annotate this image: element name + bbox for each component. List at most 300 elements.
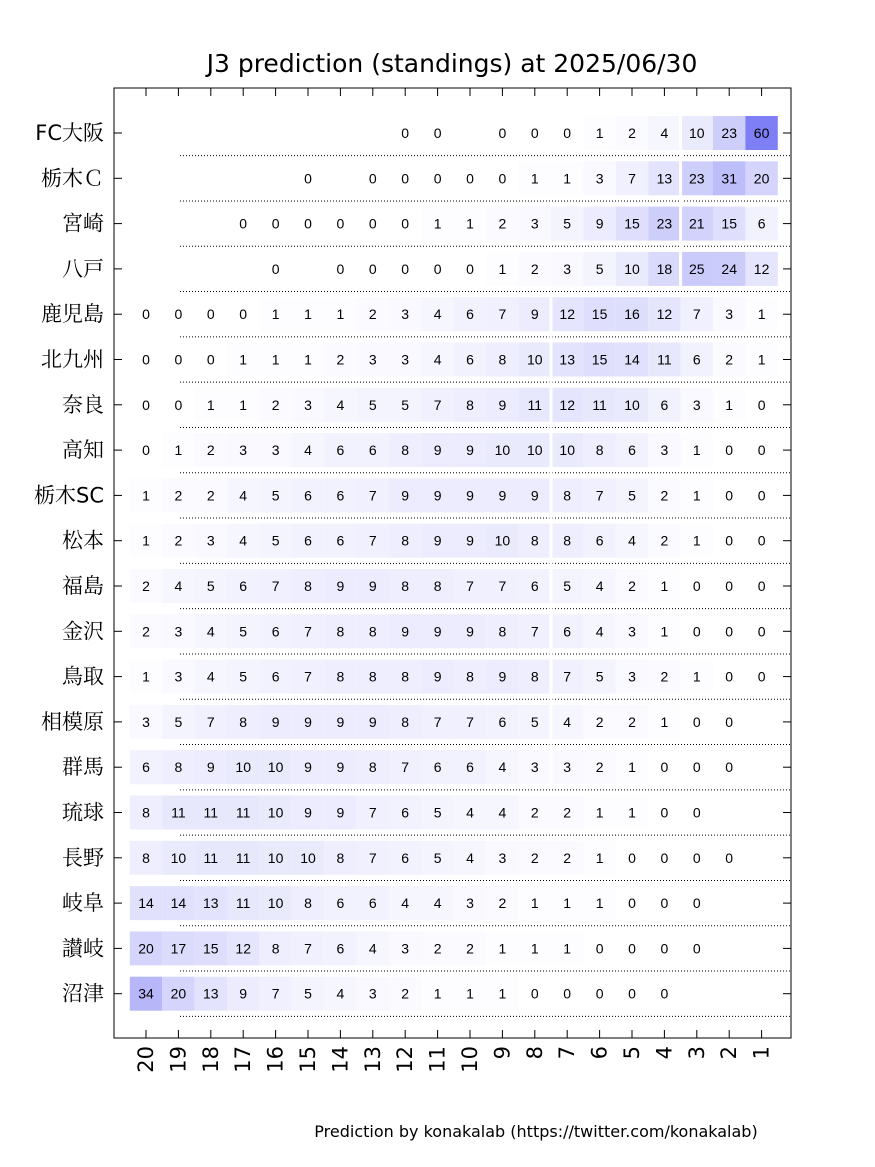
cell-value-label: 6 xyxy=(336,487,345,504)
cell-value-label: 10 xyxy=(267,849,284,866)
cell-value-label: 10 xyxy=(624,260,640,277)
cell-value-label: 2 xyxy=(466,940,474,957)
cell-value-label: 7 xyxy=(498,578,507,594)
cell-value-label: 5 xyxy=(206,578,215,594)
cell-value-label: 8 xyxy=(401,713,410,730)
cell-value-label: 1 xyxy=(466,985,474,1002)
cell-value-label: 8 xyxy=(401,668,410,685)
cell-value-label: 3 xyxy=(498,849,507,866)
cell-value-label: 10 xyxy=(527,351,543,368)
cell-value-label: 20 xyxy=(138,940,154,957)
cell-value-label: 1 xyxy=(174,442,183,459)
cell-value-label: 0 xyxy=(725,623,734,640)
cell-value-label: 7 xyxy=(466,713,474,730)
cell-value-label: 1 xyxy=(692,442,701,459)
cell-value-label: 2 xyxy=(628,578,636,594)
cell-value-label: 23 xyxy=(721,125,737,141)
cell-value-label: 2 xyxy=(563,849,572,866)
team-label: 松本 xyxy=(62,528,104,553)
cell-value-label: 2 xyxy=(433,940,442,957)
cell-value-label: 3 xyxy=(174,668,183,685)
cell-value-label: 1 xyxy=(466,215,474,232)
cell-value-label: 8 xyxy=(498,623,507,640)
cell-value-label: 1 xyxy=(304,351,312,368)
cell-value-label: 3 xyxy=(142,713,150,730)
cell-value-label: 1 xyxy=(660,713,669,730)
cell-value-label: 0 xyxy=(271,215,280,232)
cell-value-label: 6 xyxy=(336,442,345,459)
cell-value-label: 1 xyxy=(498,260,507,277)
cell-value-label: 1 xyxy=(563,170,572,187)
cell-value-label: 2 xyxy=(725,351,734,368)
cell-value-label: 1 xyxy=(498,985,507,1002)
cell-value-label: 0 xyxy=(628,940,636,957)
x-tick-label: 12 xyxy=(393,1046,418,1073)
cell-value-label: 5 xyxy=(563,215,572,232)
x-tick-label: 7 xyxy=(555,1046,580,1060)
cell-value-label: 14 xyxy=(138,895,154,912)
cell-value-label: 0 xyxy=(466,170,474,187)
x-tick-label: 8 xyxy=(522,1046,547,1060)
cell-value-label: 7 xyxy=(271,578,280,594)
cell-value-label: 8 xyxy=(368,759,377,776)
x-tick-label: 18 xyxy=(198,1046,223,1073)
cell-value-label: 6 xyxy=(628,442,636,459)
cell-value-label: 10 xyxy=(527,442,543,459)
cell-value-label: 1 xyxy=(433,985,442,1002)
cell-value-label: 15 xyxy=(591,351,608,368)
cell-value-label: 1 xyxy=(336,306,345,323)
cell-value-label: 8 xyxy=(174,759,183,776)
team-labels xyxy=(34,121,104,1006)
team-label: 相模原 xyxy=(41,709,104,734)
cell-value-label: 1 xyxy=(563,895,572,912)
cell-value-label: 15 xyxy=(624,215,640,232)
cell-value-label: 9 xyxy=(271,713,280,730)
cell-value-label: 7 xyxy=(401,759,410,776)
cell-value-label: 16 xyxy=(624,306,640,323)
cell-value-label: 9 xyxy=(336,804,345,821)
cell-value-label: 12 xyxy=(559,396,575,413)
cell-value-label: 8 xyxy=(368,668,377,685)
cell-value-label: 0 xyxy=(498,170,507,187)
cell-value-label: 1 xyxy=(757,351,766,368)
cell-value-label: 9 xyxy=(466,487,474,504)
cell-value-label: 7 xyxy=(530,623,539,640)
cell-value-label: 0 xyxy=(433,170,442,187)
cell-value-label: 0 xyxy=(660,985,669,1002)
cell-value-label: 6 xyxy=(466,351,474,368)
cell-value-label: 8 xyxy=(239,713,248,730)
cell-value-label: 9 xyxy=(466,532,474,549)
cell-value-label: 4 xyxy=(660,125,669,141)
team-label: 栃木Ｃ xyxy=(41,166,104,191)
cell-value-label: 4 xyxy=(206,623,215,640)
cell-value-label: 0 xyxy=(368,170,377,187)
cell-value-label: 15 xyxy=(591,306,608,323)
cell-value-label: 0 xyxy=(401,215,410,232)
cell-value-label: 9 xyxy=(206,759,215,776)
cell-value-label: 3 xyxy=(725,306,734,323)
cell-value-label: 5 xyxy=(368,396,377,413)
cell-value-label: 4 xyxy=(368,940,377,957)
cell-value-label: 0 xyxy=(725,849,734,866)
cell-value-label: 15 xyxy=(203,940,219,957)
cell-value-label: 3 xyxy=(206,532,215,549)
cell-value-label: 3 xyxy=(368,985,377,1002)
cell-value-label: 7 xyxy=(368,532,377,549)
cell-value-label: 2 xyxy=(142,623,150,640)
cell-value-label: 0 xyxy=(692,895,701,912)
cell-value-label: 4 xyxy=(206,668,215,685)
cell-value-label: 3 xyxy=(563,260,572,277)
cell-value-label: 4 xyxy=(239,532,248,549)
cell-value-label: 8 xyxy=(368,623,377,640)
x-tick-label: 10 xyxy=(458,1046,482,1073)
cell-value-label: 12 xyxy=(559,306,575,323)
cell-value-label: 8 xyxy=(433,578,442,594)
x-tick-label: 17 xyxy=(231,1046,256,1073)
cell-value-label: 3 xyxy=(174,623,183,640)
cell-value-label: 0 xyxy=(206,306,215,323)
cell-value-label: 0 xyxy=(174,351,183,368)
cell-value-label: 9 xyxy=(401,623,410,640)
cell-value-label: 7 xyxy=(304,668,312,685)
cell-value-label: 3 xyxy=(401,351,410,368)
cell-value-label: 5 xyxy=(530,713,539,730)
cell-value-label: 0 xyxy=(692,713,701,730)
cell-value-label: 6 xyxy=(433,759,442,776)
x-tick-label: 16 xyxy=(263,1046,288,1073)
cell-value-label: 1 xyxy=(595,895,604,912)
cell-value-label: 8 xyxy=(336,623,345,640)
cell-value-label: 7 xyxy=(692,306,701,323)
cell-value-label: 0 xyxy=(304,170,312,187)
cell-value-label: 0 xyxy=(498,125,507,141)
cell-value-label: 0 xyxy=(595,985,604,1002)
cell-value-label: 0 xyxy=(206,351,215,368)
cell-value-label: 9 xyxy=(304,713,312,730)
cell-value-label: 4 xyxy=(401,895,410,912)
cell-value-label: 1 xyxy=(757,306,766,323)
cell-value-label: 4 xyxy=(336,985,345,1002)
x-tick-label: 3 xyxy=(684,1046,709,1060)
cell-value-label: 2 xyxy=(174,487,183,504)
cell-value-label: 8 xyxy=(563,532,572,549)
cell-value-label: 6 xyxy=(368,442,377,459)
cell-value-label: 8 xyxy=(336,668,345,685)
cell-value-label: 0 xyxy=(174,306,183,323)
cell-value-label: 0 xyxy=(368,215,377,232)
cell-value-label: 12 xyxy=(656,306,673,323)
team-label: 八戸 xyxy=(62,256,104,281)
cell-value-label: 0 xyxy=(725,668,734,685)
cell-value-label: 3 xyxy=(628,623,636,640)
credit-text: Prediction by konakalab (https://twitter.com/konakalab) xyxy=(314,1122,758,1141)
x-tick-label: 11 xyxy=(425,1046,450,1073)
cell-value-label: 7 xyxy=(563,668,572,685)
cell-value-label: 0 xyxy=(466,260,474,277)
cell-value-label: 9 xyxy=(530,306,539,323)
cell-value-label: 8 xyxy=(401,532,410,549)
cell-value-label: 11 xyxy=(171,804,186,821)
cell-value-label: 0 xyxy=(239,306,248,323)
cell-value-label: 4 xyxy=(336,396,345,413)
cell-value-label: 6 xyxy=(466,306,474,323)
cell-value-label: 1 xyxy=(628,804,636,821)
cell-value-label: 6 xyxy=(563,623,572,640)
cell-value-label: 3 xyxy=(466,895,474,912)
team-label: 岐阜 xyxy=(62,891,104,916)
cell-value-label: 24 xyxy=(721,260,737,277)
cell-value-label: 6 xyxy=(142,759,150,776)
cell-value-label: 0 xyxy=(239,215,248,232)
cell-value-label: 5 xyxy=(304,985,312,1002)
cell-value-label: 0 xyxy=(757,442,766,459)
cell-value-label: 0 xyxy=(401,170,410,187)
cell-value-label: 7 xyxy=(368,804,377,821)
cell-value-label: 11 xyxy=(203,804,219,821)
cell-value-label: 9 xyxy=(433,442,442,459)
cell-value-label: 3 xyxy=(563,759,572,776)
cell-value-label: 2 xyxy=(660,668,669,685)
cell-value-label: 1 xyxy=(530,895,539,912)
cell-value-label: 8 xyxy=(530,668,539,685)
cell-value-label: 3 xyxy=(530,759,539,776)
cell-value-label: 6 xyxy=(401,804,410,821)
cell-value-label: 7 xyxy=(368,487,377,504)
cell-value-label: 7 xyxy=(304,940,312,957)
team-label: 群馬 xyxy=(62,755,104,780)
cell-value-label: 4 xyxy=(174,578,183,594)
cell-value-label: 5 xyxy=(174,713,183,730)
cell-value-label: 0 xyxy=(304,215,312,232)
cell-value-label: 10 xyxy=(624,396,640,413)
cell-value-label: 9 xyxy=(433,623,442,640)
x-tick-label: 9 xyxy=(490,1046,515,1060)
cell-value-label: 3 xyxy=(401,940,410,957)
cell-value-label: 4 xyxy=(595,578,604,594)
cell-value-label: 2 xyxy=(206,442,215,459)
cell-value-label: 13 xyxy=(559,351,575,368)
cell-value-label: 9 xyxy=(433,487,442,504)
cell-value-label: 2 xyxy=(530,849,539,866)
cell-value-label: 8 xyxy=(530,532,539,549)
cell-value-label: 5 xyxy=(239,668,248,685)
cell-value-label: 10 xyxy=(170,849,187,866)
x-tick-label: 2 xyxy=(717,1046,742,1060)
cell-value-label: 0 xyxy=(368,260,377,277)
cell-value-label: 0 xyxy=(530,125,539,141)
cell-value-label: 12 xyxy=(235,940,251,957)
cell-value-label: 4 xyxy=(498,804,507,821)
cell-value-label: 10 xyxy=(494,532,511,549)
cell-value-label: 1 xyxy=(595,804,604,821)
cell-value-label: 6 xyxy=(466,759,474,776)
cell-value-label: 4 xyxy=(563,713,572,730)
cell-value-label: 0 xyxy=(725,487,734,504)
cell-value-label: 2 xyxy=(498,895,507,912)
cell-value-label: 5 xyxy=(595,260,604,277)
cell-value-label: 5 xyxy=(401,396,410,413)
cell-value-label: 1 xyxy=(239,351,248,368)
cell-value-label: 11 xyxy=(235,849,251,866)
cell-value-label: 4 xyxy=(628,532,636,549)
cell-value-label: 2 xyxy=(498,215,507,232)
cell-value-label: 9 xyxy=(466,623,474,640)
cell-value-label: 25 xyxy=(689,260,705,277)
cell-value-label: 14 xyxy=(170,895,187,912)
cell-value-label: 0 xyxy=(725,759,734,776)
cell-value-label: 0 xyxy=(628,895,636,912)
cell-value-label: 4 xyxy=(239,487,248,504)
cell-value-label: 1 xyxy=(206,396,215,413)
cell-value-label: 13 xyxy=(203,895,219,912)
cell-value-label: 1 xyxy=(692,487,701,504)
cell-value-label: 3 xyxy=(304,396,312,413)
cell-value-label: 5 xyxy=(433,849,442,866)
cell-value-label: 9 xyxy=(466,442,474,459)
cell-value-label: 1 xyxy=(142,668,150,685)
cell-value-label: 6 xyxy=(595,532,604,549)
cell-value-label: 8 xyxy=(271,940,280,957)
cell-value-label: 11 xyxy=(235,895,251,912)
cell-value-label: 0 xyxy=(433,125,442,141)
cell-value-label: 31 xyxy=(721,170,737,187)
team-label: 奈良 xyxy=(62,392,104,417)
cell-value-label: 2 xyxy=(595,713,604,730)
cell-value-label: 1 xyxy=(660,578,669,594)
cell-value-label: 6 xyxy=(368,895,377,912)
cell-value-label: 4 xyxy=(466,849,474,866)
cell-value-label: 14 xyxy=(624,351,640,368)
cell-value-label: 2 xyxy=(660,487,669,504)
cell-value-label: 5 xyxy=(563,578,572,594)
cell-value-label: 7 xyxy=(368,849,377,866)
cell-value-label: 5 xyxy=(628,487,636,504)
cell-value-label: 13 xyxy=(656,170,673,187)
cell-value-label: 0 xyxy=(757,487,766,504)
cell-value-label: 9 xyxy=(498,668,507,685)
cell-value-label: 6 xyxy=(304,532,312,549)
cell-value-label: 0 xyxy=(757,396,766,413)
cell-value-label: 0 xyxy=(660,759,669,776)
cell-value-label: 0 xyxy=(142,306,150,323)
x-tick-label: 20 xyxy=(134,1046,158,1073)
cell-value-label: 0 xyxy=(757,623,766,640)
cell-value-label: 5 xyxy=(595,668,604,685)
cell-value-label: 6 xyxy=(660,396,669,413)
cell-value-label: 21 xyxy=(689,215,705,232)
cell-value-label: 9 xyxy=(595,215,604,232)
cell-value-label: 12 xyxy=(753,260,770,277)
cell-value-label: 6 xyxy=(498,713,507,730)
cell-value-label: 0 xyxy=(271,260,280,277)
team-label: 福島 xyxy=(62,574,104,598)
cell-value-label: 6 xyxy=(401,849,410,866)
cell-value-label: 9 xyxy=(239,985,248,1002)
team-label: 長野 xyxy=(62,845,104,870)
cell-value-label: 2 xyxy=(563,804,572,821)
cell-value-label: 1 xyxy=(271,306,280,323)
cell-value-label: 9 xyxy=(304,759,312,776)
cell-value-label: 8 xyxy=(466,668,474,685)
cell-value-label: 7 xyxy=(466,578,474,594)
cell-value-label: 3 xyxy=(660,442,669,459)
cell-value-label: 9 xyxy=(433,668,442,685)
cell-value-label: 3 xyxy=(628,668,636,685)
team-label: 沼津 xyxy=(62,981,104,1006)
cell-value-label: 0 xyxy=(174,396,183,413)
team-label: 鹿児島 xyxy=(41,302,104,327)
cell-value-label: 9 xyxy=(336,759,345,776)
cell-value-label: 4 xyxy=(498,759,507,776)
cell-value-label: 0 xyxy=(433,260,442,277)
cell-value-label: 2 xyxy=(368,306,377,323)
x-tick-label: 19 xyxy=(166,1046,191,1073)
cell-value-label: 1 xyxy=(239,396,248,413)
cell-value-label: 0 xyxy=(660,849,669,866)
cell-value-label: 0 xyxy=(563,985,572,1002)
cell-value-label: 6 xyxy=(757,215,766,232)
team-label: 讃岐 xyxy=(62,936,104,961)
cell-value-label: 10 xyxy=(559,442,575,459)
cell-value-label: 13 xyxy=(203,985,219,1002)
cell-value-label: 10 xyxy=(267,804,284,821)
cell-value-label: 2 xyxy=(530,804,539,821)
cell-value-label: 10 xyxy=(235,759,251,776)
cell-value-label: 1 xyxy=(304,306,312,323)
x-tick-label: 5 xyxy=(620,1046,644,1060)
cell-value-label: 1 xyxy=(628,759,636,776)
cell-value-label: 0 xyxy=(757,532,766,549)
cell-value-label: 60 xyxy=(753,125,770,141)
cell-value-label: 6 xyxy=(336,532,345,549)
cell-value-label: 1 xyxy=(433,215,442,232)
cell-value-label: 0 xyxy=(757,578,766,594)
cell-value-label: 2 xyxy=(271,396,280,413)
cell-value-label: 9 xyxy=(498,396,507,413)
x-tick-label: 14 xyxy=(328,1046,353,1073)
cell-value-label: 2 xyxy=(174,532,183,549)
x-tick-labels xyxy=(134,1046,774,1073)
cell-value-label: 0 xyxy=(595,940,604,957)
cell-value-label: 0 xyxy=(692,849,701,866)
cell-value-label: 4 xyxy=(595,623,604,640)
team-label: 鳥取 xyxy=(62,664,104,689)
cell-value-label: 11 xyxy=(592,396,607,413)
cell-value-label: 0 xyxy=(660,804,669,821)
x-tick-label: 1 xyxy=(749,1046,774,1060)
cell-value-label: 0 xyxy=(660,940,669,957)
cell-value-label: 0 xyxy=(628,849,636,866)
cell-value-label: 1 xyxy=(595,125,604,141)
cell-value-label: 7 xyxy=(628,170,636,187)
cell-value-label: 6 xyxy=(692,351,701,368)
cell-value-label: 0 xyxy=(725,532,734,549)
cell-value-label: 8 xyxy=(466,396,474,413)
cell-value-label: 1 xyxy=(142,532,150,549)
cell-value-label: 8 xyxy=(498,351,507,368)
cell-value-label: 7 xyxy=(433,396,442,413)
cell-value-label: 9 xyxy=(530,487,539,504)
cell-value-label: 6 xyxy=(239,578,248,594)
cell-value-label: 5 xyxy=(271,487,280,504)
cell-value-label: 0 xyxy=(142,396,150,413)
team-label: 栃木SC xyxy=(34,483,104,508)
cell-value-label: 9 xyxy=(336,713,345,730)
cell-value-label: 2 xyxy=(628,125,636,141)
